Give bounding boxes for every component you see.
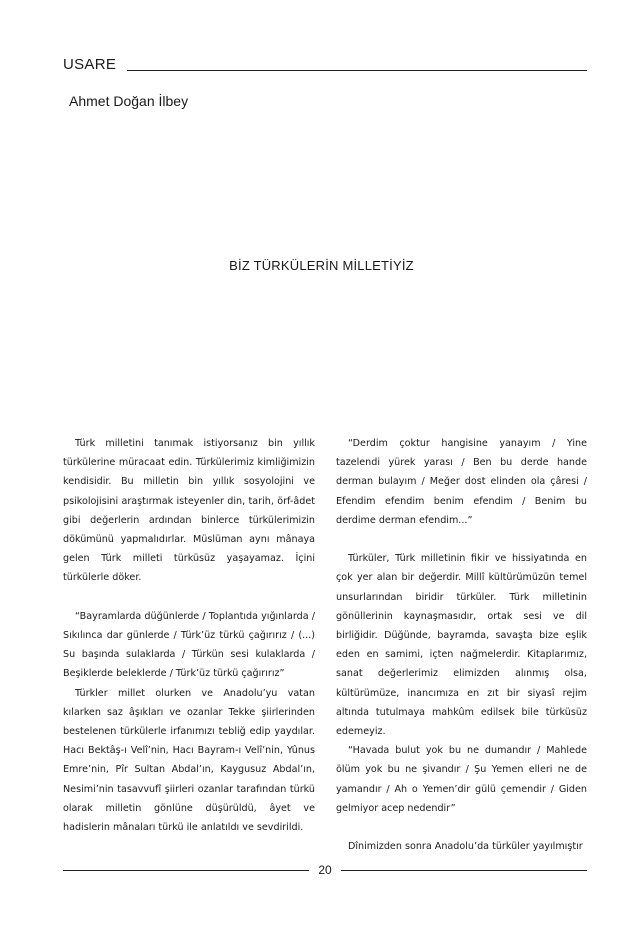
poem-quote: “Havada bulut yok bu ne dumandır / Mahlede ölüm yok bu ne şivandır / Şu Yemen elleri ne de yamandır / Ah o Yemen’dir gülü çemendir / Giden gelmiyor acep nedendir”: [336, 745, 587, 814]
page-footer: [63, 863, 587, 877]
body-paragraph: Türk milletini tanımak istiyorsanız bin yıllık türkülerine müracaat edin. Türkülerimiz kimliğimizin kendisidir. Bu milletin bin yıllık sosyolojini ve psikolojisini araştırmak isteyenler din, tarih, örf-âdet gibi değerlerin ardından binlerce türkülerimizin dökümünü yapmalıdırlar. Müslüman aynı mânaya gelen Türk milleti türküsüz yaşayamaz. İçini türkülerle döker.: [63, 438, 315, 584]
article-title: BİZ TÜRKÜLERİN MİLLETİYİZ: [229, 258, 414, 273]
paragraph-gap: [63, 588, 315, 607]
body-paragraph: Türküler, Türk milletinin fikir ve hissiyatında en çok yer alan bir değerdir. Millî kültürümüzün temel unsurlarından biridir türküler. Türk milletinin gönüllerinin kaynaşmasıdır, ortak sesi ve dil birliğidir. Düğünde, bayramda, savaşta bize eşlik eden en samimi, içten nağmelerdir. Kitaplarımız, sanat değerlerimiz elimizden alınmış olsa, kültürümüze, inancımıza en zıt bir siyasî rejim altında tutulmaya mahkûm edilsek bile türküsüz edemeyiz.: [336, 553, 587, 738]
header-rule: [127, 70, 587, 71]
page-number: 20: [318, 863, 332, 877]
body-paragraph: Dînimizden sonra Anadolu’da türküler yayılmıştır: [348, 841, 583, 853]
author-name: Ahmet Doğan İlbey: [69, 93, 189, 109]
poem-quote: “Derdim çoktur hangisine yanayım / Yine tazelendi yürek yarası / Ben bu derde hande derman bulayım / Meğer dost elinden ola çâresi / Efendim efendim benim efendim / Benim bu derdime derman efendim...”: [336, 438, 587, 526]
footer-rule-right: [341, 870, 587, 871]
running-header: [63, 56, 587, 74]
poem-quote: “Bayramlarda düğünlerde / Toplantıda yığınlarda / Sıkılınca dar günlerde / Türk’üz türkü çağırırız / (...) Su başında sulaklarda / Türkün sesi kulaklarda / Beşiklerde beleklerde / Türk’üz türkü çağırırız”: [63, 610, 315, 680]
right-column: [336, 434, 587, 856]
journal-name: USARE: [63, 56, 117, 73]
paragraph-gap: [336, 530, 587, 549]
left-column: [63, 434, 315, 837]
body-paragraph: Türkler millet olurken ve Anadolu’yu vatan kılarken saz âşıkları ve ozanlar Tekke şiirlerinden bestelenen türkülerle irfanımızı tebliğ edip yaydılar. Hacı Bektâş-ı Velî’nin, Hacı Bayram-ı Velî’nin, Yûnus Emre’nin, Pîr Sultan Abdal’ın, Kaygusuz Abdal’ın, Nesimi’nin tasavvufî şiirleri ozanlar tarafından türkü olarak milletin gönlüne düşürüldü, âyet ve hadislerin mânaları türkü ile anlatıldı ve sevdirildi.: [63, 687, 315, 834]
paragraph-gap: [336, 818, 587, 837]
